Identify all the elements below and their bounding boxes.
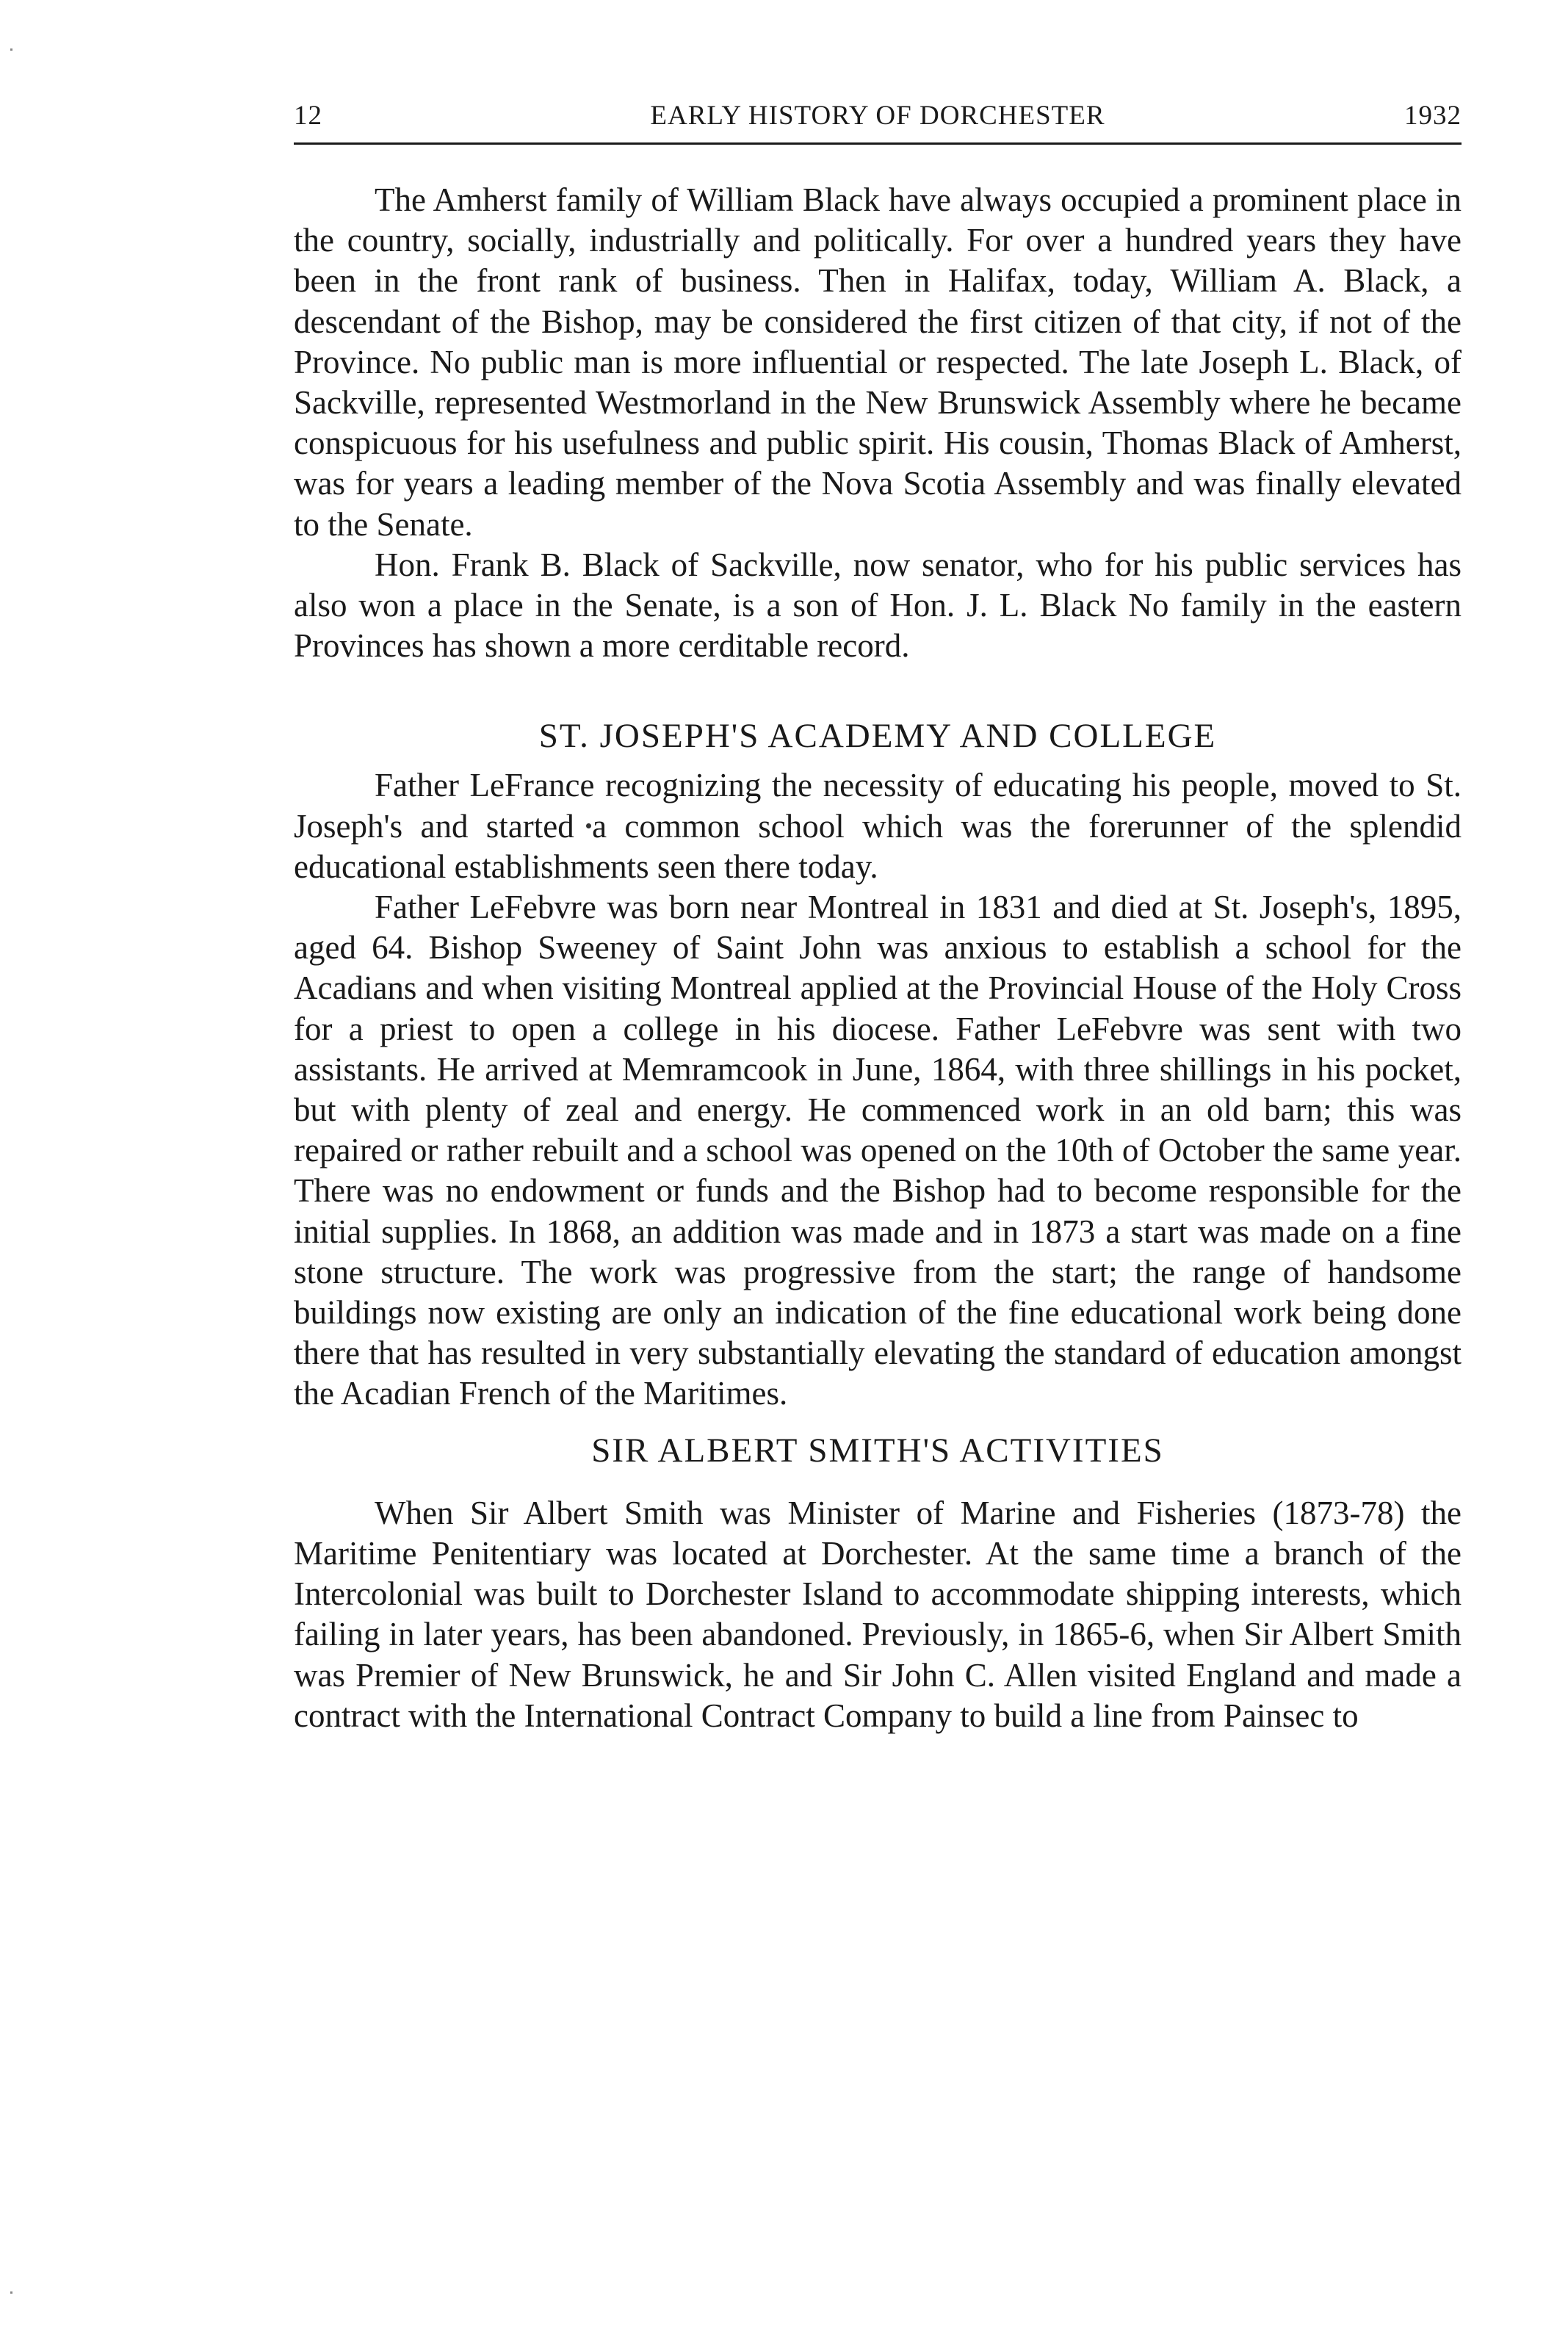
page-number: 12 — [294, 101, 322, 131]
body-text — [294, 180, 1462, 1736]
running-title: EARLY HISTORY OF DORCHESTER — [650, 101, 1105, 131]
scan-edge-mark — [10, 48, 12, 51]
section-heading-albert-smith: SIR ALBERT SMITH'S ACTIVITIES — [591, 1431, 1164, 1470]
section-heading-st-josephs: ST. JOSEPH'S ACADEMY AND COLLEGE — [538, 717, 1217, 756]
running-header — [294, 94, 1462, 145]
paragraph-frank-black: Hon. Frank B. Black of Sackville, now senator, who for his public services has also won a place in the Senate, is a son of Hon. J. L. Black No family in the eastern Provinces has shown a more cerditable record. — [294, 546, 1462, 665]
paragraph-lefrance: Father LeFrance recognizing the necessity of educating his people, moved to St. Joseph's and started a common school which was the forerunner of the splendid educational establishments seen there today. — [294, 767, 1462, 885]
scan-edge-mark — [10, 2291, 12, 2294]
paragraph-black-family: The Amherst family of William Black have always occupied a prominent place in the country, socially, industrially and politically. For over a hundred years they have been in the front rank of business. Then in Halifax, today, William A. Black, a descendant of the Bishop, may be considered the first citizen of that city, if not of the Province. No public man is more influential or respected. The late Joseph L. Black, of Sackville, represented Westmorland in the New Brunswick Assembly where he became conspicuous for his usefulness and public spirit. His cousin, Thomas Black of Amherst, was for years a leading member of the Nova Scotia Assembly and was finally elevated to the Senate. — [294, 181, 1462, 543]
paragraph-lefebvre: Father LeFebvre was born near Montreal in 1831 and died at St. Joseph's, 1895, aged 64. Bishop Sweeney of Saint John was anxious to establish a school for the Acadians and when visiting Montreal applied at the Provincial House of the Holy Cross for a priest to open a college in his diocese. Father LeFebvre was sent with two assistants. He arrived at Memramcook in June, 1864, with three shillings in his pocket, but with plenty of zeal and energy. He commenced work in an old barn; this was repaired or rather rebuilt and a school was opened on the 10th of October the same year. There was no endowment or funds and the Bishop had to become responsible for the initial supplies. In 1868, an addition was made and in 1873 a start was made on a fine stone structure. The work was progressive from the start; the range of handsome buildings now existing are only an indication of the fine educational work being done there that has resulted in very substantially elevating the standard of education amongst the Acadian French of the Maritimes. — [294, 889, 1462, 1412]
header-year: 1932 — [1404, 101, 1462, 131]
paragraph-albert-smith: When Sir Albert Smith was Minister of Marine and Fisheries (1873-78) the Maritime Penitentiary was located at Dorchester. At the same time a branch of the Intercolonial was built to Dorchester Island to accommodate shipping interests, which failing in later years, has been abandoned. Previously, in 1865-6, when Sir Albert Smith was Premier of New Brunswick, he and Sir John C. Allen visited England and made a contract with the International Contract Company to build a line from Painsec to — [294, 1494, 1462, 1734]
